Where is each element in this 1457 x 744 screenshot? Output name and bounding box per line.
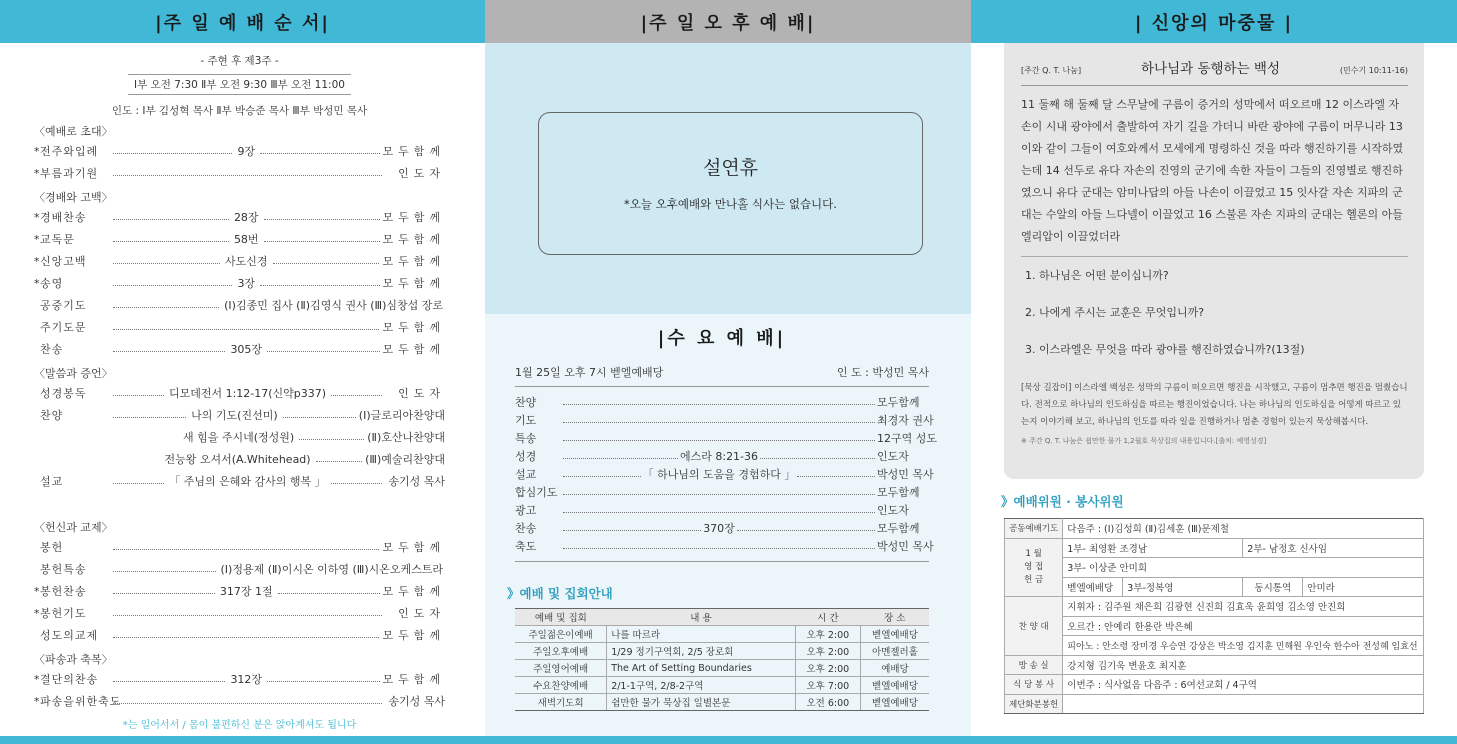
order-person: 모두함께 <box>382 343 446 356</box>
order-label: 공중기도 <box>40 299 87 312</box>
order-person: (Ⅲ)예술리찬양대 <box>365 453 445 466</box>
schedule-table <box>515 608 929 711</box>
order-row <box>34 426 445 448</box>
schedule-cell: 새벽기도회 <box>515 694 607 711</box>
order-content: 새 힘을 주시네(정성원) <box>183 431 295 444</box>
choir-cell: 오르간 : 안예리 한용란 박은혜 <box>1063 616 1424 636</box>
order-content: 312장 <box>230 673 263 686</box>
order-label: 주기도문 <box>40 321 87 334</box>
schedule-header: 시 간 <box>795 609 860 626</box>
leader-dots <box>563 440 875 441</box>
wednesday-label: 특송 <box>515 432 537 445</box>
leader-dots <box>113 263 220 264</box>
order-person: 모두함께 <box>382 321 445 334</box>
prayer-cell: 다음주 : (Ⅰ)김성희 (Ⅱ)김세훈 (Ⅲ)문제철 <box>1063 519 1424 539</box>
wednesday-row <box>515 393 929 411</box>
stand-mark: * <box>34 672 40 686</box>
order-label: 성경봉독 <box>40 387 87 400</box>
choir-header: 찬 양 대 <box>1005 597 1063 656</box>
leader-dots <box>563 404 875 405</box>
section-sending-blessing: 〈파송과 축복〉 <box>34 653 113 666</box>
order-row <box>34 206 445 228</box>
order-content: 나의 기도(진선미) <box>191 409 278 422</box>
offering-cell: 3부- 이상준 안미희 <box>1063 558 1424 578</box>
standing-note: *는 일어서서 / 몸이 불편하신 분은 앉아계셔도 됩니다 <box>122 720 357 731</box>
order-content: 317장 1절 <box>219 585 273 598</box>
order-person: 모두함께 <box>382 145 446 158</box>
order-person: 모두함께 <box>382 277 446 290</box>
order-label: 봉헌기도 <box>40 607 87 620</box>
wednesday-person: 인도자 <box>877 504 909 517</box>
stand-mark: * <box>34 276 40 290</box>
stand-mark: * <box>34 144 40 158</box>
leader-dots <box>113 703 382 704</box>
leader-dots <box>273 263 380 264</box>
leader-dots <box>797 476 875 477</box>
service-times: Ⅰ부 오전 7:30 Ⅱ부 오전 9:30 Ⅲ부 오전 11:00 <box>128 74 351 95</box>
order-label: 봉헌 <box>40 541 64 554</box>
order-row <box>34 624 445 646</box>
leader-dots <box>113 153 232 154</box>
wednesday-label: 찬양 <box>515 396 537 409</box>
week-label: - 주현 후 제3주 - <box>200 55 279 67</box>
meditation-guide: [묵상 길잡이] 이스라엘 백성은 성막의 구름이 떠오르면 행진을 시작했고, 구름이 멈추면 행진을 멈췄습니다. 전적으로 하나님의 인도하심을 따르는 행진이었습니다. 나는 하나님의 인도하심을 어떻게 따르고 있는지 이야기해 보고, 하나님의 인도를 따라 일을 진행하거나 멈춘 경험이 있는지 묵상해봅시다. <box>1021 383 1408 427</box>
leader-dots <box>264 219 380 220</box>
schedule-row <box>515 694 929 711</box>
schedule-cell: 2/1-1구역, 2/8-2구역 <box>607 677 796 694</box>
wednesday-label: 합심기도 <box>515 486 558 499</box>
section-worship-confession: 〈경배와 고백〉 <box>34 191 113 204</box>
sunday-service-header: |주 일 예 배 순 서| <box>0 0 485 43</box>
order-label: 설교 <box>40 475 64 488</box>
leader-dots <box>563 512 875 513</box>
order-row <box>34 250 445 272</box>
wednesday-content: 「 하나님의 도움을 경험하다 」 <box>642 468 796 481</box>
schedule-cell: 쉼만한 물가 묵상집 일별본문 <box>607 694 796 711</box>
wednesday-service-panel <box>485 314 971 744</box>
schedule-header: 내 용 <box>607 609 796 626</box>
order-label: 성도의교제 <box>40 629 99 642</box>
wednesday-row <box>515 465 934 483</box>
schedule-cell: 벧엘예배당 <box>860 626 929 643</box>
leader-dots <box>260 153 379 154</box>
flower-header: 제단화분봉헌 <box>1005 694 1063 714</box>
order-label: 봉헌찬송 <box>40 585 87 598</box>
order-label: 송영 <box>40 277 64 290</box>
wednesday-row <box>515 411 934 429</box>
schedule-cell: 예배당 <box>860 660 929 677</box>
stand-mark: * <box>34 232 40 246</box>
schedule-header: 예배 및 집회 <box>515 609 607 626</box>
offering-cell: 동시통역 <box>1243 577 1303 597</box>
stand-mark: * <box>34 254 40 268</box>
wednesday-label: 성경 <box>515 450 537 463</box>
order-label: 봉헌특송 <box>40 563 87 576</box>
order-person: 모두함께 <box>382 629 445 642</box>
order-row <box>34 140 445 162</box>
wednesday-order-list <box>515 387 937 562</box>
order-row <box>34 558 445 580</box>
leader-dots <box>737 530 875 531</box>
order-content: 3장 <box>237 277 256 290</box>
wednesday-content: 에스라 8:21-36 <box>679 450 759 463</box>
wednesday-row <box>515 519 929 537</box>
order-label: 결단의찬송 <box>40 673 99 686</box>
leader-dots <box>113 329 379 330</box>
order-content: 디모데전서 1:12-17(신약p337) <box>168 387 327 400</box>
wednesday-person: 모두함께 <box>877 396 920 409</box>
schedule-cell: 1/29 정기구역회, 2/5 장로회 <box>607 643 796 660</box>
schedule-title: 》예배 및 집회안내 <box>507 586 613 601</box>
schedule-cell: 오후 2:00 <box>795 643 860 660</box>
leader-dots <box>113 571 216 572</box>
order-content: 「 주님의 은혜와 감사의 행복 」 <box>169 475 326 488</box>
order-content: 58번 <box>233 233 259 246</box>
wednesday-label: 기도 <box>515 414 537 427</box>
meal-cell: 이번주 : 식사없음 다음주 : 6여선교회 / 4구역 <box>1063 675 1424 695</box>
faith-header: | 신앙의 마중물 | <box>971 0 1457 43</box>
choir-cell: 피아노 : 안소령 장미경 우승연 강상은 박소영 김지훈 민해원 우인숙 한수아 전성혜 임효선 <box>1063 636 1424 656</box>
leader-dots <box>260 285 379 286</box>
offering-cell: 2부- 남정호 신사임 <box>1243 538 1424 558</box>
choir-cell: 지휘자 : 김주원 채은희 김광현 신진희 김효욱 윤희영 김소영 안진희 <box>1063 597 1424 617</box>
meal-header: 식 당 봉 사 <box>1005 675 1063 695</box>
schedule-cell: 주일영어예배 <box>515 660 607 677</box>
order-person: 인도자 <box>398 607 445 620</box>
leader-dots <box>113 549 379 550</box>
offering-cell: 1부- 최영환 조경남 <box>1063 538 1243 558</box>
afternoon-service-panel <box>485 43 971 314</box>
order-row <box>34 580 445 602</box>
offering-cell: 안미라 <box>1303 577 1424 597</box>
leader-dots <box>113 593 215 594</box>
leader-dots <box>113 219 229 220</box>
order-label: 파송을위한축도 <box>40 695 122 708</box>
wednesday-row <box>515 537 934 555</box>
wednesday-person: 모두함께 <box>877 486 920 499</box>
wednesday-row <box>515 483 929 501</box>
order-content: 전능왕 오셔서(A.Whitehead) <box>164 453 311 466</box>
leader-dots <box>113 483 164 484</box>
schedule-cell: 오후 2:00 <box>795 626 860 643</box>
leader-dots <box>113 395 164 396</box>
sunday-service-order-column <box>0 0 485 744</box>
schedule-row <box>515 677 929 694</box>
leader-dots <box>113 417 186 418</box>
wednesday-person: 최경자 권사 <box>877 414 934 427</box>
order-person: 모두함께 <box>382 255 445 268</box>
order-row <box>34 448 445 470</box>
leader-dots <box>283 417 356 418</box>
wednesday-label: 찬송 <box>515 522 537 535</box>
order-person: 송기성 목사 <box>388 695 445 708</box>
section-dedication-fellowship: 〈헌신과 교제〉 <box>34 521 113 534</box>
wednesday-person: 12구역 성도 <box>877 432 937 445</box>
order-row <box>34 294 445 316</box>
order-content: 305장 <box>230 343 263 356</box>
schedule-cell: The Art of Setting Boundaries <box>607 660 796 677</box>
order-content: 28장 <box>233 211 259 224</box>
order-row <box>34 228 445 250</box>
order-person: 모두함께 <box>382 673 446 686</box>
schedule-header: 장 소 <box>860 609 929 626</box>
order-content: (Ⅰ)김종민 집사 (Ⅱ)김영식 권사 (Ⅲ)심창섭 장로 <box>224 299 443 312</box>
schedule-cell: 수요찬양예배 <box>515 677 607 694</box>
order-label: 전주와입례 <box>40 145 99 158</box>
order-label: 찬양 <box>40 409 64 422</box>
leader-dots <box>113 285 232 286</box>
volunteers-table <box>1004 518 1424 714</box>
leader-dots <box>113 615 382 616</box>
leader-dots <box>760 458 875 459</box>
wednesday-person: 인도자 <box>877 450 909 463</box>
wednesday-leader: 인 도 : 박성민 목사 <box>836 366 929 379</box>
stand-mark: * <box>34 694 40 708</box>
wednesday-row <box>515 501 929 519</box>
wednesday-person: 모두함께 <box>877 522 920 535</box>
broadcast-cell: 강지형 김기욱 변윤호 최지훈 <box>1063 655 1424 675</box>
scripture-text: 11 둘째 해 둘째 달 스무날에 구름이 증거의 성막에서 떠오르매 12 이스라엘 자손이 시내 광야에서 출발하여 자기 길을 가더니 바란 광야에 구름이 머무니라 13 이와 같이 그들이 여호와께서 모세에게 명령하신 것을 따라 행진하기를 시작하였는데 14 선두로 유다 자손의 진영의 군기에 속한 자들이 그들의 진영별로 행진하였으니 유다 군대는 암미나답의 아들 나손이 이끌었고 15 잇사갈 자손 지파의 군대는 수알의 아들 느다넬이 이끌었고 16 스불론 자손 지파의 군대는 헬론의 아들 엘리압이 이끌었더라 <box>1021 86 1408 257</box>
qt-title: 하나님과 동행하는 백성 <box>1141 61 1280 77</box>
wednesday-person: 박성민 목사 <box>877 540 934 553</box>
holiday-title: 설연휴 <box>702 157 759 179</box>
leader-dots <box>278 593 380 594</box>
holiday-notice-box <box>538 112 923 255</box>
schedule-cell: 오전 6:00 <box>795 694 860 711</box>
leader-dots <box>113 175 382 176</box>
wednesday-label: 축도 <box>515 540 537 553</box>
stand-mark: * <box>34 210 40 224</box>
order-row <box>34 668 445 690</box>
order-row <box>34 602 445 624</box>
flower-cell <box>1063 694 1424 714</box>
bottom-bar <box>0 736 1457 744</box>
leader-dots <box>113 681 225 682</box>
schedule-cell: 오후 7:00 <box>795 677 860 694</box>
leader-dots <box>267 681 379 682</box>
leader-dots <box>563 422 875 423</box>
order-label: 경배찬송 <box>40 211 87 224</box>
order-label: 교독문 <box>40 233 75 246</box>
wednesday-content: 370장 <box>703 522 735 535</box>
order-person: (Ⅰ)글로리아찬양대 <box>358 409 445 422</box>
qt-question: 2. 나에게 주시는 교훈은 무엇입니까? <box>1025 306 1205 319</box>
order-person: 모두함께 <box>382 541 445 554</box>
schedule-cell: 벧엘예배당 <box>860 694 929 711</box>
leader-dots <box>113 351 225 352</box>
qt-reference: (민수기 10:11-16) <box>1339 66 1408 75</box>
order-person: 모두함께 <box>382 233 446 246</box>
order-person: 모두함께 <box>382 585 446 598</box>
order-content: (Ⅰ)정용제 (Ⅱ)이시온 이하영 (Ⅲ)시온오케스트라 <box>220 563 443 576</box>
order-row <box>34 162 445 184</box>
qt-question: 3. 이스라엘은 무엇을 따라 광야를 행진하였습니까?(13절) <box>1025 343 1305 356</box>
schedule-cell: 오후 2:00 <box>795 660 860 677</box>
qt-question: 1. 하나님은 어떤 분이십니까? <box>1025 269 1169 282</box>
schedule-cell: 벧엘예배당 <box>860 677 929 694</box>
qt-tag: [주간 Q. T. 나눔] <box>1021 66 1082 75</box>
holiday-message: *오늘 오후예배와 만나홀 식사는 없습니다. <box>624 197 837 211</box>
leader-dots <box>563 476 641 477</box>
order-content: 9장 <box>237 145 256 158</box>
leader-dots <box>563 494 875 495</box>
wednesday-label: 설교 <box>515 468 537 481</box>
schedule-row <box>515 626 929 643</box>
section-word-testimony: 〈말씀과 증언〉 <box>34 367 113 380</box>
stand-mark: * <box>34 166 40 180</box>
order-person: 모두함께 <box>382 211 446 224</box>
schedule-row <box>515 660 929 677</box>
wednesday-person: 박성민 목사 <box>877 468 934 481</box>
service-leaders: 인도 : Ⅰ부 김성혁 목사 Ⅱ부 박승준 목사 Ⅲ부 박성민 목사 <box>111 105 368 117</box>
order-label: 부름과기원 <box>40 167 99 180</box>
order-person: 인도자 <box>398 167 445 180</box>
order-row <box>34 316 445 338</box>
weekly-qt-card <box>1004 43 1424 479</box>
order-label: 신앙고백 <box>40 255 87 268</box>
faith-column <box>971 0 1457 744</box>
leader-dots <box>563 458 678 459</box>
leader-dots <box>299 439 364 440</box>
afternoon-wednesday-column <box>485 0 971 744</box>
offering-cell: 벧엘예배당 <box>1063 577 1123 597</box>
broadcast-header: 방 송 실 <box>1005 655 1063 675</box>
wednesday-service-title: |수 요 예 배| <box>657 328 787 349</box>
leader-dots <box>563 530 701 531</box>
leader-dots <box>267 351 379 352</box>
leader-dots <box>316 461 362 462</box>
schedule-cell: 나를 따르라 <box>607 626 796 643</box>
schedule-cell: 아멘젤러홀 <box>860 643 929 660</box>
wednesday-row <box>515 447 929 465</box>
order-label: 찬송 <box>40 343 64 356</box>
wednesday-date: 1월 25일 오후 7시 벧엘예배당 <box>515 366 664 379</box>
order-person: 송기성 목사 <box>388 475 445 488</box>
qt-source: ※ 주간 Q. T. 나눔은 쉼만한 물가 1,2월호 묵상집의 내용입니다.[출처: 예영성경] <box>1021 437 1267 445</box>
order-row <box>34 272 445 294</box>
afternoon-service-header: |주 일 오 후 예 배| <box>485 0 971 43</box>
order-row <box>34 404 445 426</box>
stand-mark: * <box>34 584 40 598</box>
order-row <box>34 690 445 712</box>
order-row <box>34 382 445 404</box>
order-row <box>34 470 445 492</box>
leader-dots <box>113 241 229 242</box>
schedule-cell: 주일오후예배 <box>515 643 607 660</box>
order-content: 사도신경 <box>224 255 268 268</box>
leader-dots <box>563 548 875 549</box>
stand-mark: * <box>34 606 40 620</box>
offering-header: 1 월 영 접 헌 금 <box>1005 538 1063 597</box>
volunteers-title: 》예배위원 · 봉사위원 <box>1001 494 1124 509</box>
order-row <box>34 536 445 558</box>
offering-cell: 3부-정복영 <box>1123 577 1243 597</box>
section-invitation: 〈예배로 초대〉 <box>34 125 113 138</box>
leader-dots <box>113 307 219 308</box>
order-person: (Ⅱ)호산나찬양대 <box>367 431 446 444</box>
wednesday-row <box>515 429 937 447</box>
prayer-header: 공동예배기도 <box>1005 519 1063 539</box>
wednesday-label: 광고 <box>515 504 537 517</box>
order-row <box>34 338 445 360</box>
schedule-row <box>515 643 929 660</box>
leader-dots <box>331 395 382 396</box>
leader-dots <box>331 483 382 484</box>
order-person: 인도자 <box>398 387 446 400</box>
leader-dots <box>113 637 379 638</box>
schedule-cell: 주일젊은이예배 <box>515 626 607 643</box>
leader-dots <box>264 241 380 242</box>
